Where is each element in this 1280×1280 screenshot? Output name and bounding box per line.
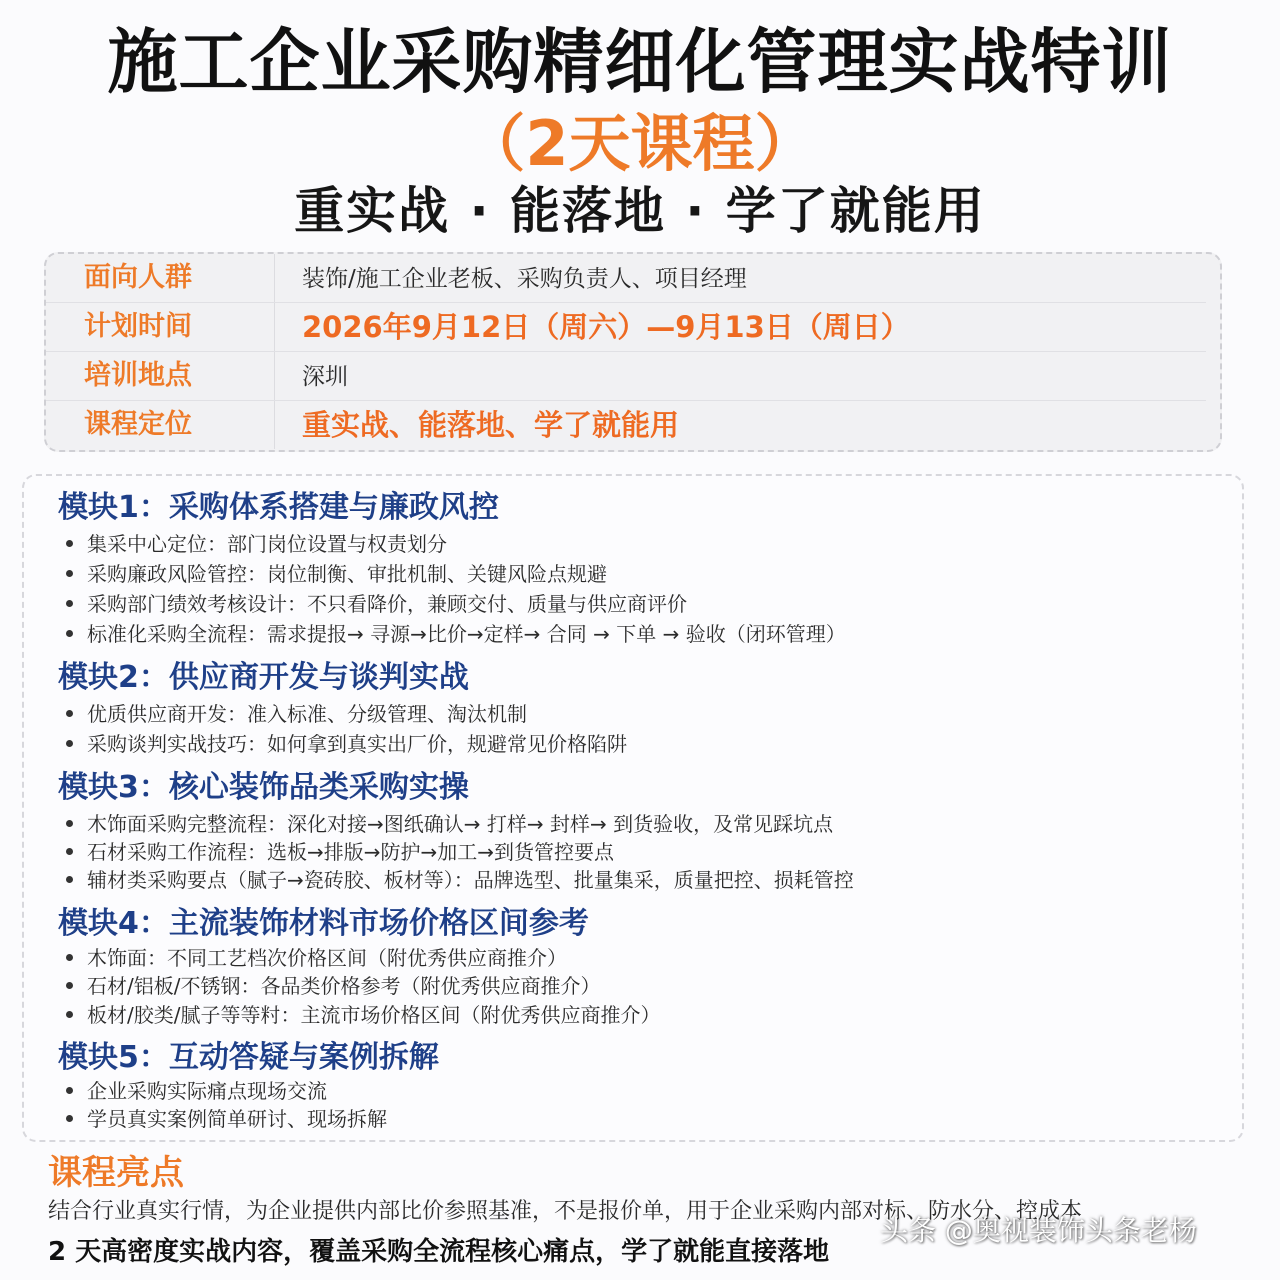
info-value: 装饰/施工企业老板、采购负责人、项目经理 (302, 266, 747, 292)
bullet-dot (66, 1087, 73, 1094)
info-label: 面向人群 (84, 262, 192, 293)
info-value: 重实战、能落地、学了就能用 (302, 408, 680, 442)
bullet-dot (66, 740, 73, 747)
list-item-text: 石材/铝板/不锈钢：各品类价格参考（附优秀供应商推介） (87, 974, 601, 998)
bullet-dot (66, 630, 73, 637)
info-label: 课程定位 (84, 409, 192, 440)
bullet-dot (66, 876, 73, 883)
list-item-text: 板材/胶类/腻子等等籿：主流市场价格区间（附优秀供应商推介） (87, 1003, 661, 1027)
highlights-summary: 2 天高密度实战内容，覆盖采购全流程核心痛点，学了就能直接落地 (48, 1237, 830, 1267)
info-row-positioning (46, 401, 1206, 449)
module-1-title: 模块1：采购体系搭建与廉政风控 (58, 490, 499, 525)
bullet-dot (66, 540, 73, 547)
bullet-dot (66, 1011, 73, 1018)
info-divider (274, 401, 275, 449)
bullet-dot (66, 1115, 73, 1122)
list-item-text: 学员真实案例简单研讨、现场拆解 (87, 1107, 387, 1131)
page-subtitle: （2天课程） (463, 107, 817, 180)
highlights-title: 课程亮点 (48, 1153, 184, 1193)
highlights-text: 结合行业真实行情，为企业提供内部比价参照基准，不是报价单，用于企业采购内部对标、防水分、控成本 (48, 1199, 1083, 1224)
list-item-text: 标准化采购全流程：需求提报→ 寻源→比价→定样→ 合同 → 下单 → 验收（闭环管理） (87, 622, 846, 646)
module-3-title: 模块3：核心装饰品类采购实操 (58, 770, 469, 805)
list-item-text: 集采中心定位：部门岗位设置与权责划分 (87, 532, 447, 556)
info-row-location (46, 352, 1206, 401)
list-item (66, 1077, 327, 1105)
list-item (66, 1001, 660, 1029)
list-item (66, 730, 627, 758)
info-row-audience (46, 254, 1206, 303)
list-item (66, 972, 600, 1000)
page-tagline: 重实战 · 能落地 · 学了就能用 (294, 182, 986, 240)
list-item-text: 木饰面：不同工艺档次价格区间（附优秀供应商推介） (87, 946, 567, 970)
list-item-text: 采购部门绩效考核设计：不只看降价，兼顾交付、质量与供应商评价 (87, 592, 687, 616)
bullet-dot (66, 600, 73, 607)
list-item-text: 采购谈判实战技巧：如何拿到真实出厂价，规避常见价格陷阱 (87, 732, 627, 756)
bullet-dot (66, 982, 73, 989)
watermark-text: 头条 @奥视装饰头条老杨 (880, 1214, 1197, 1247)
info-label: 培训地点 (84, 360, 192, 391)
course-info-table (44, 252, 1222, 452)
list-item (66, 560, 607, 588)
info-label: 计划时间 (84, 311, 192, 342)
bullet-dot (66, 570, 73, 577)
info-row-schedule (46, 303, 1206, 352)
list-item (66, 530, 447, 558)
list-item-text: 企业采购实际痛点现场交流 (87, 1079, 327, 1103)
list-item-text: 优质供应商开发：准入标准、分级管理、淘汰机制 (87, 702, 527, 726)
module-2-title: 模块2：供应商开发与谈判实战 (58, 660, 469, 695)
module-4-title: 模块4：主流装饰材料市场价格区间参考 (58, 906, 589, 941)
info-divider (274, 303, 275, 351)
bullet-dot (66, 954, 73, 961)
list-item-text: 辅材类采购要点（腻子→瓷砖胶、板材等）：品牌选型、批量集采，质量把控、损耗管控 (87, 868, 854, 892)
list-item (66, 810, 833, 838)
list-item-text: 采购廉政风险管控：岗位制衡、审批机制、关键风险点规避 (87, 562, 607, 586)
list-item-text: 石材采购工作流程：选板→排版→防护→加工→到货管控要点 (87, 840, 615, 864)
list-item (66, 838, 614, 866)
bullet-dot (66, 710, 73, 717)
info-value: 深圳 (302, 364, 348, 390)
info-divider (274, 254, 275, 302)
bullet-dot (66, 820, 73, 827)
list-item (66, 700, 527, 728)
info-divider (274, 352, 275, 400)
list-item (66, 1105, 387, 1133)
bullet-dot (66, 848, 73, 855)
list-item-text: 木饰面采购完整流程：深化对接→图纸确认→ 打样→ 封样→ 到货验收，及常见踩坑点 (87, 812, 834, 836)
list-item (66, 620, 846, 648)
module-5-title: 模块5：互动答疑与案例拆解 (58, 1040, 439, 1075)
list-item (66, 944, 567, 972)
list-item (66, 590, 687, 618)
info-value: 2026年9月12日（周六）—9月13日（周日） (302, 310, 910, 344)
list-item (66, 866, 854, 894)
page-title: 施工企业采购精细化管理实战特训 (107, 21, 1173, 103)
